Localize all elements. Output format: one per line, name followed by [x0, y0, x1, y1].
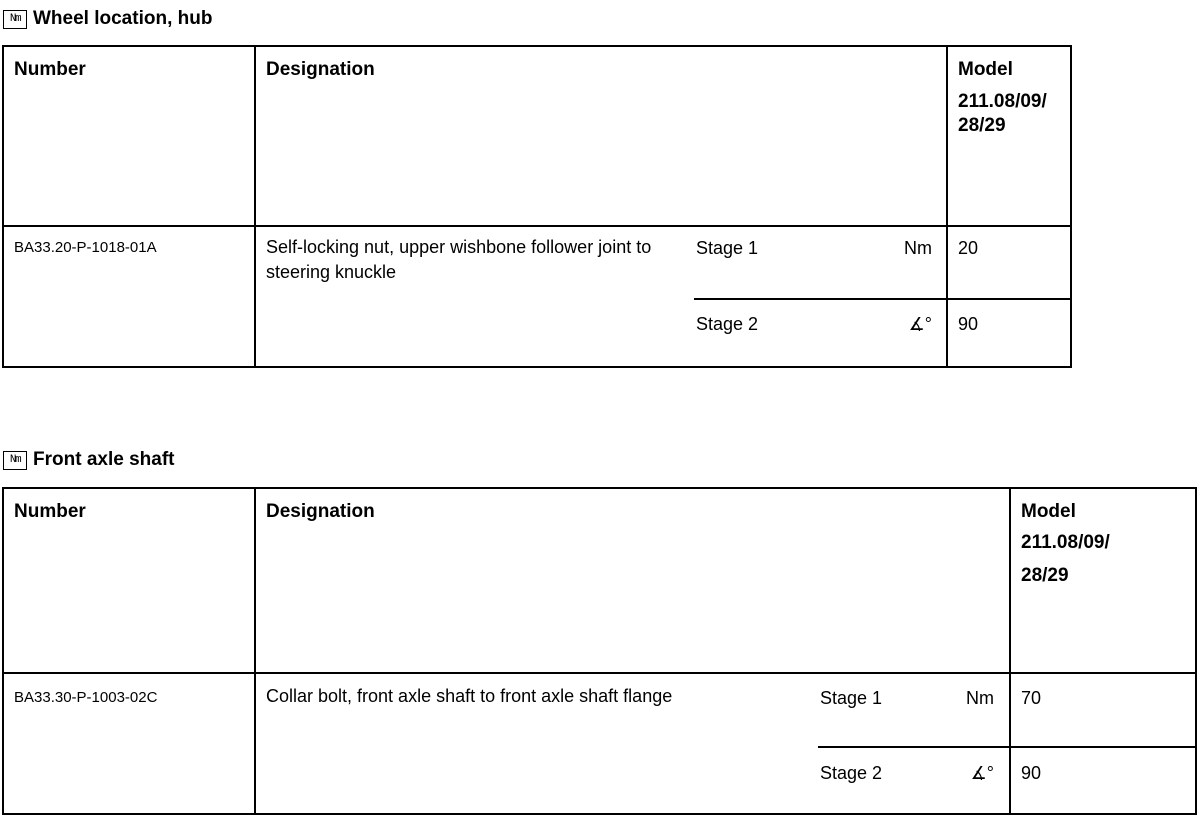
stage-2-label: Stage 2 — [820, 763, 883, 783]
header-model-value-line1: 211.08/09/ — [1021, 532, 1110, 553]
stage-2-value: 90 — [958, 314, 979, 334]
row-designation: Self-locking nut, upper wishbone follower joint to steering knuckle — [266, 237, 652, 282]
stage-1-value: 70 — [1021, 688, 1042, 708]
header-model: Model — [1021, 501, 1076, 522]
torque-nm-icon: Nm — [3, 451, 27, 470]
stage-1-label: Stage 1 — [820, 688, 883, 708]
stage-1-label: Stage 1 — [696, 238, 759, 258]
angle-degree-icon: ∡° — [908, 314, 932, 334]
row-divider — [4, 672, 1195, 674]
section-title-text: Wheel location, hub — [33, 8, 213, 29]
angle-degree-icon: ∡° — [970, 763, 994, 783]
nm-unit-label: Nm — [966, 688, 994, 708]
row-divider — [4, 225, 1070, 227]
section-title-front-axle-shaft — [3, 449, 174, 471]
torque-table-front-axle-shaft — [2, 487, 1197, 815]
stage-divider — [818, 746, 1195, 748]
header-number: Number — [14, 501, 86, 522]
header-designation: Designation — [266, 59, 375, 80]
row-designation: Collar bolt, front axle shaft to front axle shaft flange — [266, 686, 673, 706]
header-designation: Designation — [266, 501, 375, 522]
section-title-text: Front axle shaft — [33, 449, 175, 470]
section-title-wheel-location — [3, 8, 212, 30]
column-divider — [254, 47, 256, 366]
stage-2-label: Stage 2 — [696, 314, 759, 334]
row-number: BA33.30-P-1003-02C — [14, 689, 158, 706]
header-number: Number — [14, 59, 86, 80]
torque-nm-icon: Nm — [3, 10, 27, 29]
header-model: Model — [958, 59, 1013, 80]
nm-unit-label: Nm — [904, 238, 932, 258]
header-model-value-line2: 28/29 — [1021, 565, 1069, 586]
column-divider — [1009, 489, 1011, 813]
column-divider — [254, 489, 256, 813]
header-model-value-line1: 211.08/09/ — [958, 91, 1047, 112]
header-model-value-line2: 28/29 — [958, 115, 1006, 136]
torque-table-wheel-location — [2, 45, 1072, 368]
row-number: BA33.20-P-1018-01A — [14, 239, 157, 256]
column-divider — [946, 47, 948, 366]
stage-1-value: 20 — [958, 238, 979, 258]
stage-2-value: 90 — [1021, 763, 1042, 783]
stage-divider — [694, 298, 1070, 300]
